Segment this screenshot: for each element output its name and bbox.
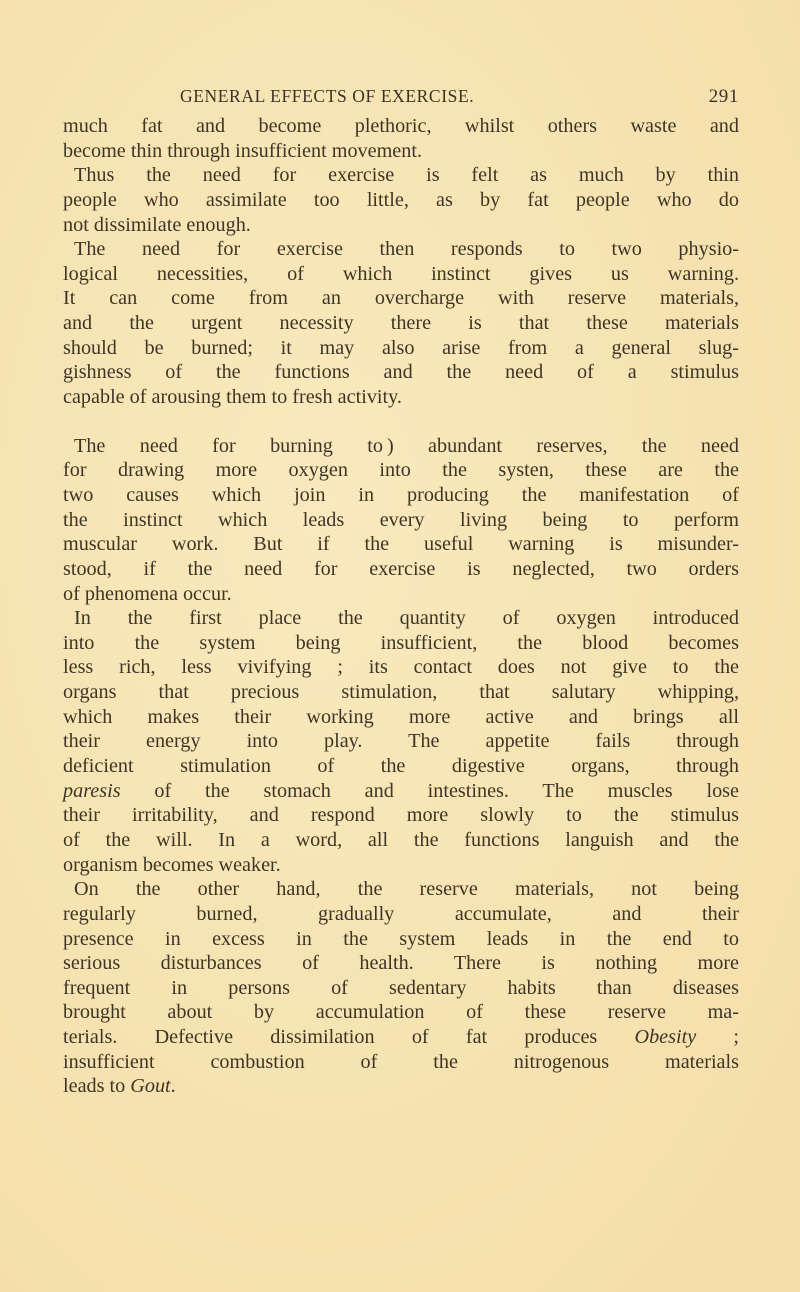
text-line: organism becomes weaker.	[63, 853, 281, 876]
text-line-with-italic	[63, 1074, 739, 1099]
text-run: ;	[696, 1026, 739, 1049]
section-gap	[63, 410, 739, 434]
text-line: Thus the need for exercise is felt as much by thin	[74, 164, 739, 187]
text-line: serious disturbances of health. There is nothing more	[63, 952, 739, 975]
text-line: logical necessities, of which instinct gives us warning.	[63, 262, 739, 285]
paragraph	[63, 877, 739, 1099]
text-line: insufficient combustion of the nitrogenous materials	[63, 1050, 739, 1073]
text-line: which makes their working more active and brings all	[63, 705, 739, 728]
text-line: deficient stimulation of the digestive organs, through	[63, 755, 739, 778]
text-line: brought about by accumulation of these reserve ma-	[63, 1001, 739, 1024]
text-line: for drawing more oxygen into the systen, these are the	[63, 459, 739, 482]
text-run: terials. Defective dissimilation of fat produces	[63, 1026, 635, 1049]
text-line: people who assimilate too little, as by fat people who do	[63, 188, 739, 211]
text-line: should be burned; it may also arise from a general slug-	[63, 336, 739, 359]
text-line: capable of arousing them to fresh activity.	[63, 386, 402, 409]
text-line: presence in excess in the system leads in the end to	[63, 927, 739, 950]
text-line: of phenomena occur.	[63, 582, 232, 605]
italic-term-paresis: paresis	[63, 779, 121, 802]
text-line-with-italic	[63, 779, 739, 804]
text-line: gishness of the functions and the need of a stimulus	[63, 361, 739, 384]
text-line: of the will. In a word, all the functions languish and the	[63, 828, 739, 851]
text-line: It can come from an overcharge with reserve materials,	[63, 287, 739, 310]
text-line: the instinct which leads every living being to perform	[63, 508, 739, 531]
running-title: GENERAL EFFECTS OF EXERCISE.	[180, 86, 475, 106]
body-text	[63, 114, 739, 1099]
paragraph	[63, 163, 739, 237]
text-line: much fat and become plethoric, whilst others waste and	[63, 115, 739, 137]
paragraph	[63, 434, 739, 606]
text-line: and the urgent necessity there is that these materials	[63, 312, 739, 335]
text-line: become thin through insufficient movement.	[63, 139, 422, 162]
book-page	[63, 86, 739, 1099]
page-number: 291	[708, 86, 739, 107]
text-line: frequent in persons of sedentary habits than diseases	[63, 976, 739, 999]
text-run: leads to	[63, 1075, 131, 1098]
running-head	[63, 86, 739, 112]
text-run: of the stomach and intestines. The muscles lose	[120, 779, 739, 802]
text-line: stood, if the need for exercise is neglected, two orders	[63, 557, 739, 580]
text-run: .	[170, 1075, 176, 1098]
text-line: organs that precious stimulation, that salutary whipping,	[63, 681, 739, 704]
text-line: their irritability, and respond more slowly to the stimulus	[63, 804, 739, 827]
text-line: The need for burning to ) abundant reserves, the need	[74, 434, 739, 457]
text-line: two causes which join in producing the manifestation of	[63, 483, 739, 506]
italic-term-gout: Gout	[130, 1075, 171, 1098]
paragraph	[63, 237, 739, 409]
text-line: not dissimilate enough.	[63, 213, 251, 236]
text-line: On the other hand, the reserve materials, not being	[74, 878, 739, 901]
text-line: their energy into play. The appetite fails through	[63, 730, 739, 753]
text-line: regularly burned, gradually accumulate, and their	[63, 902, 739, 925]
paragraph	[63, 606, 739, 877]
italic-term-obesity: Obesity	[634, 1026, 697, 1049]
text-line: The need for exercise then responds to two physio-	[74, 238, 739, 261]
text-line: into the system being insufficient, the blood becomes	[63, 631, 739, 654]
text-line-with-italic	[63, 1025, 739, 1050]
text-line: less rich, less vivifying ; its contact does not give to the	[63, 656, 739, 679]
text-line: muscular work. But if the useful warning is misunder-	[63, 533, 739, 556]
text-line: In the first place the quantity of oxygen introduced	[74, 607, 739, 630]
paragraph	[63, 114, 739, 163]
